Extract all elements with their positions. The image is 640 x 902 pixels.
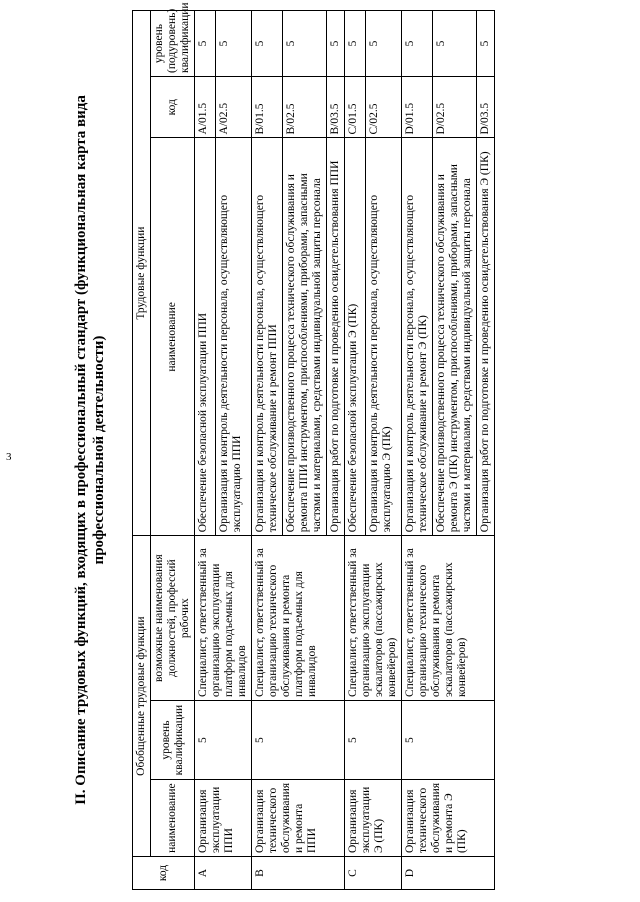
header-positions: возможные наименования должностей, профессий рабочих: [151, 536, 195, 701]
header-row-1: [133, 11, 151, 890]
header-tf-code: код: [151, 76, 195, 138]
function-name: Организация и контроль деятельности персонала, осуществляющего техническое обслуживание и ремонт Э (ПК): [402, 138, 433, 536]
header-tf-level: уровень (подуровень) квалификации: [151, 11, 195, 77]
functional-map-table: [132, 2, 495, 890]
function-level: 5: [215, 11, 251, 77]
function-level: 5: [283, 11, 327, 77]
function-level: 5: [195, 11, 216, 77]
heading-line-1: II. Описание трудовых функций, входящих в профессиональный стандарт (функциональная карта вида: [73, 95, 89, 805]
function-name: Обеспечение производственного процесса технического обслуживания и ремонта ППИ инструментом, приспособлениями, приборами, запасными частями и материалами, средствами индивидуальной защиты персонала: [283, 138, 327, 536]
group-positions: Специалист, ответственный за организацию эксплуатации платформ подъемных для инвалидов: [195, 536, 252, 701]
function-name: Организация и контроль деятельности персонала, осуществляющего эксплуатацию ППИ: [215, 138, 251, 536]
group-code: A: [195, 857, 252, 890]
function-name: Организация и контроль деятельности персонала, осуществляющего техническое обслуживание и ремонт ППИ: [252, 138, 283, 536]
group-positions: Специалист, ответственный за организацию технического обслуживания и ремонта платформ подъемных для инвалидов: [252, 536, 345, 701]
group-name: Организация эксплуатации Э (ПК): [345, 780, 402, 857]
function-level: 5: [252, 11, 283, 77]
function-name: Организация работ по подготовке и проведению освидетельствования Э (ПК): [477, 138, 495, 536]
function-code: B/03.5: [327, 76, 345, 138]
group-level: 5: [402, 701, 495, 780]
header-name: наименование: [151, 780, 195, 857]
function-name: Организация работ по подготовке и проведению освидетельствования ППИ: [327, 138, 345, 536]
group-positions: Специалист, ответственный за организацию технического обслуживания и ремонта эскалаторов (пассажирских конвейеров): [402, 536, 495, 701]
page-number: 3: [6, 451, 12, 463]
group-code: C: [345, 857, 402, 890]
header-generalized-functions: Обобщенные трудовые функции: [133, 536, 151, 857]
table-row: [252, 11, 283, 890]
function-name: Обеспечение производственного процесса технического обслуживания и ремонта Э (ПК) инструментом, приспособлениями, приборами, запасными частями и материалами, средствами индивидуальной защиты персонала: [433, 138, 477, 536]
group-code: B: [252, 857, 345, 890]
function-code: D/02.5: [433, 76, 477, 138]
function-code: D/03.5: [477, 76, 495, 138]
group-level: 5: [345, 701, 402, 780]
table-row: [345, 11, 366, 890]
function-name: Обеспечение безопасной эксплуатации Э (ПК): [345, 138, 366, 536]
table-row: [402, 11, 433, 890]
function-level: 5: [365, 11, 401, 77]
header-tf-name: наименование: [151, 138, 195, 536]
group-code: D: [402, 857, 495, 890]
table-row: [195, 11, 216, 890]
function-level: 5: [402, 11, 433, 77]
group-level: 5: [252, 701, 345, 780]
header-level: уровень квалификации: [151, 701, 195, 780]
function-code: C/02.5: [365, 76, 401, 138]
group-name: Организация технического обслуживания и ремонта ППИ: [252, 780, 345, 857]
section-heading: [72, 20, 120, 880]
function-level: 5: [477, 11, 495, 77]
function-code: A/02.5: [215, 76, 251, 138]
header-row-2: [151, 11, 195, 890]
function-name: Организация и контроль деятельности персонала, осуществляющего эксплуатацию Э (ПК): [365, 138, 401, 536]
function-code: D/01.5: [402, 76, 433, 138]
function-name: Обеспечение безопасной эксплуатации ППИ: [195, 138, 216, 536]
header-labor-functions: Трудовые функции: [133, 11, 151, 536]
header-code: код: [133, 857, 195, 890]
group-level: 5: [195, 701, 252, 780]
function-level: 5: [345, 11, 366, 77]
function-level: 5: [327, 11, 345, 77]
function-code: B/02.5: [283, 76, 327, 138]
function-level: 5: [433, 11, 477, 77]
function-code: A/01.5: [195, 76, 216, 138]
heading-line-2: профессиональной деятельности): [91, 335, 107, 565]
group-name: Организация эксплуатации ППИ: [195, 780, 252, 857]
group-positions: Специалист, ответственный за организацию эксплуатации эскалаторов (пассажирских конвейеров): [345, 536, 402, 701]
group-name: Организация технического обслуживания и ремонта Э (ПК): [402, 780, 495, 857]
rotated-page-content: [58, 2, 640, 890]
function-code: B/01.5: [252, 76, 283, 138]
function-code: C/01.5: [345, 76, 366, 138]
